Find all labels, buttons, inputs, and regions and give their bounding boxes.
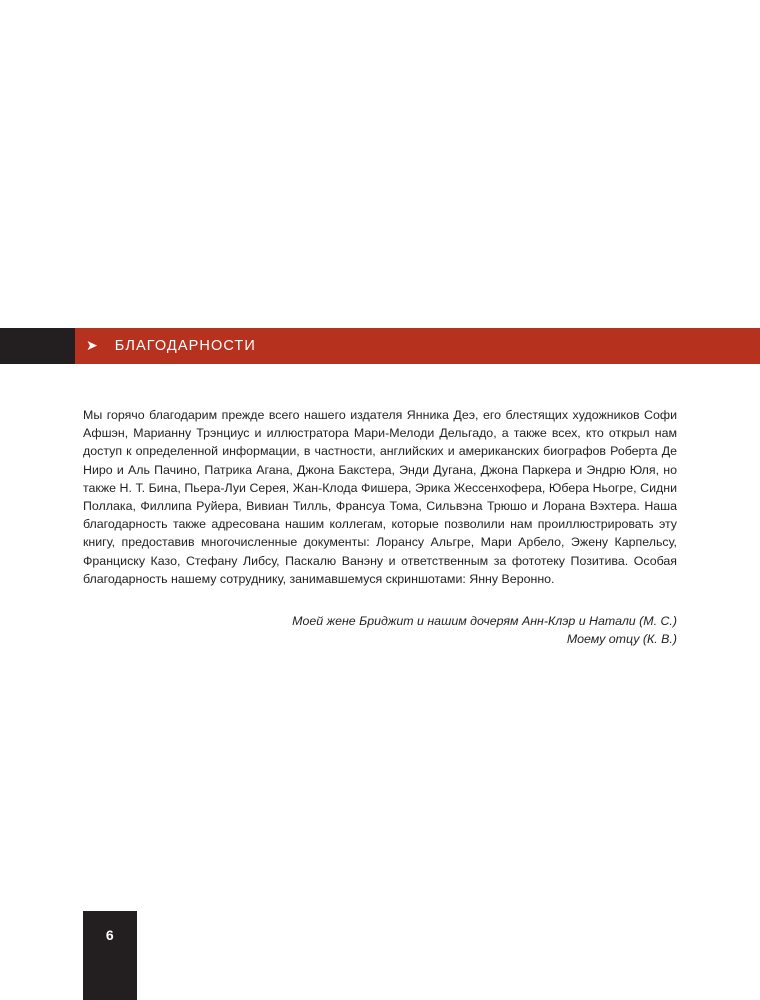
section-header-band [0,328,760,364]
body-content [83,406,677,649]
page-number: 6 [105,927,115,943]
section-title: БЛАГОДАРНОСТИ [114,338,256,354]
dedication-line-1: Моей жене Бриджит и нашим дочерям Анн-Клэр и Натали (М. С.) [292,614,677,629]
page-number-block [83,911,137,1000]
header-accent-block [75,328,760,364]
arrow-right-icon: ➤ [86,337,98,353]
header-dark-block [0,328,75,364]
dedication-line-2: Моему отцу (К. В.) [566,632,677,647]
dedication-block [83,612,677,649]
acknowledgements-paragraph: Мы горячо благодарим прежде всего нашего издателя Янника Деэ, его блестящих художников Софи Афшэн, Марианну Трэнциус и иллюстратора Мари-Мелоди Дельгадо, а также всех, кто открыл нам доступ к определенной информации, в частности, английских и американских биографов Роберта Де Ниро и Аль Пачино, Патрика Агана, Джона Бакстера, Энди Дугана, Джона Паркера и Эндрю Юля, но также Н. Т. Бина, Пьера-Луи Серея, Жан-Клода Фишера, Эрика Жессенхофера, Юбера Ньогре, Сидни Поллака, Филлипа Руйера, Вивиан Тилль, Франсуа Тома, Сильвэна Трюшо и Лорана Вэхтера. Наша благодарность также адресована нашим коллегам, которые позволили нам проиллюстрировать эту книгу, предоставив многочисленные документы: Лорансу Альгре, Мари Арбело, Эжену Карпельсу, Франциску Казо, Стефану Либсу, Паскалю Ванэну и ответственным за фототеку Позитива. Особая благодарность нашему сотруднику, занимавшемуся скриншотами: Янну Веронно. [83,408,677,586]
